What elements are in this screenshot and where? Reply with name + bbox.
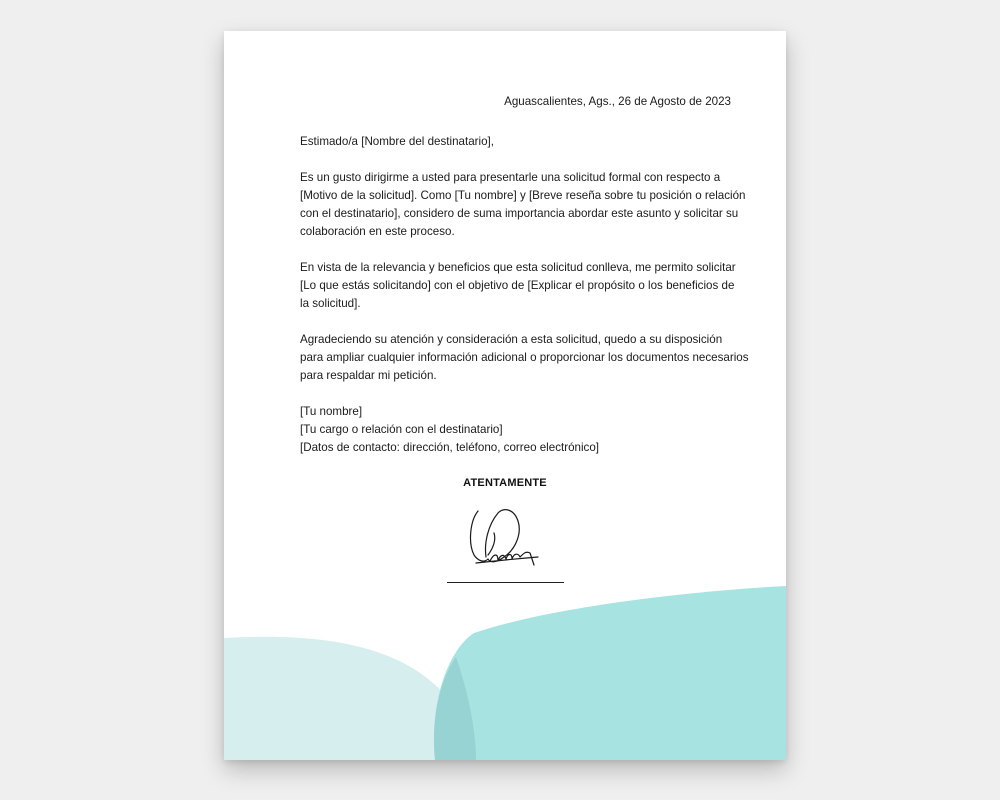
paragraph-line: la solicitud]. bbox=[300, 297, 361, 310]
paragraph-line: [Motivo de la solicitud]. Como [Tu nombre] y [Breve reseña sobre tu posición o relación bbox=[300, 189, 746, 202]
paragraph-line: para respaldar mi petición. bbox=[300, 369, 437, 382]
sender-role: [Tu cargo o relación con el destinatario] bbox=[300, 423, 503, 436]
paragraph-line: con el destinatario], considero de suma importancia abordar este asunto y solicitar su bbox=[300, 207, 739, 220]
paragraph-line: colaboración en este proceso. bbox=[300, 225, 455, 238]
letter-page bbox=[224, 31, 786, 760]
paragraph-line: Es un gusto dirigirme a usted para presentarle una solicitud formal con respecto a bbox=[300, 171, 721, 184]
letter-greeting: Estimado/a [Nombre del destinatario], bbox=[300, 135, 494, 148]
signature-image bbox=[464, 503, 544, 575]
paragraph-line: En vista de la relevancia y beneficios que esta solicitud conlleva, me permito solicitar bbox=[300, 261, 736, 274]
paragraph-line: Agradeciendo su atención y consideración a esta solicitud, quedo a su disposición bbox=[300, 333, 723, 346]
closing-label: ATENTAMENTE bbox=[463, 477, 547, 489]
sender-details bbox=[300, 403, 599, 457]
teal-wave-shape bbox=[434, 586, 786, 760]
paragraph-request-intro bbox=[300, 169, 760, 241]
paragraph-thanks bbox=[300, 331, 760, 385]
sender-contact: [Datos de contacto: dirección, teléfono, correo electrónico] bbox=[300, 441, 600, 454]
letter-date: Aguascalientes, Ags., 26 de Agosto de 2023 bbox=[504, 95, 731, 108]
paragraph-line: [Lo que estás solicitando] con el objetivo de [Explicar el propósito o los beneficios de bbox=[300, 279, 735, 292]
sender-name: [Tu nombre] bbox=[300, 405, 363, 418]
signature-line bbox=[447, 582, 564, 583]
paragraph-line: para ampliar cualquier información adicional o proporcionar los documentos necesarios bbox=[300, 351, 749, 364]
paragraph-request-details bbox=[300, 259, 760, 313]
